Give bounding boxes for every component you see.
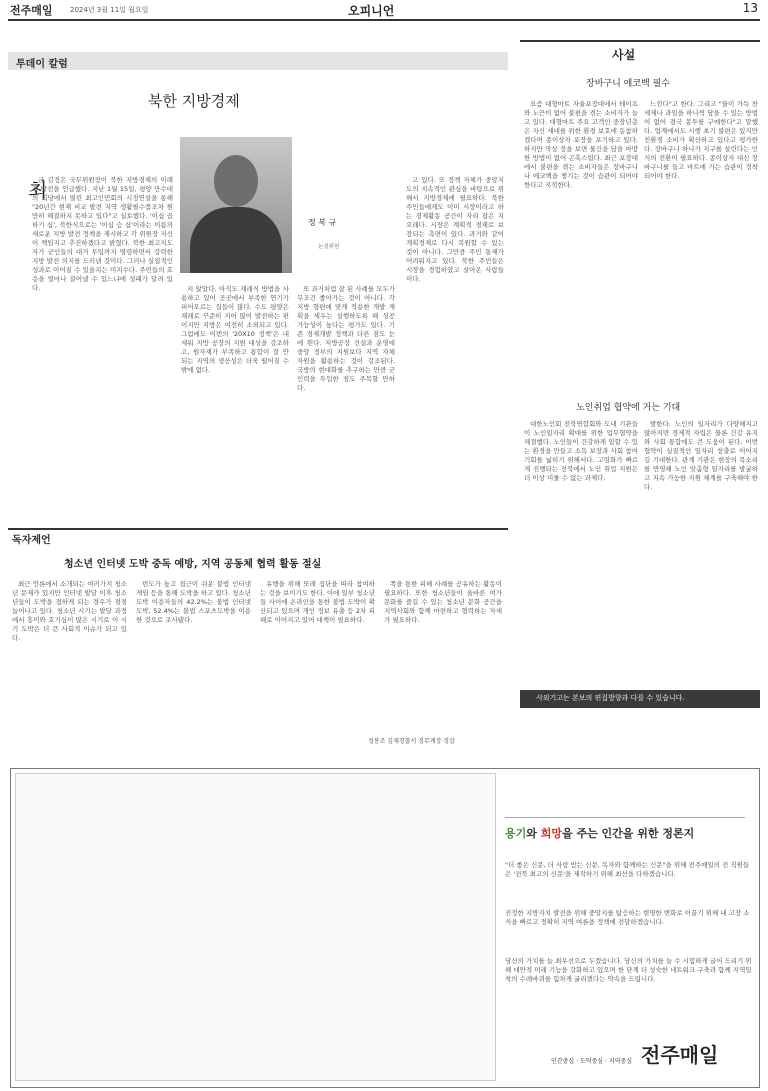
- editorial-text-1: [524, 100, 638, 340]
- author-photo-body: [190, 207, 282, 273]
- reader-text-3: [260, 580, 375, 748]
- paragraph: 근 김정은 국무위원장이 북한 지방경제의 이례적 발전을 언급했다. 지난 1월 15일, 평양 만수대의 회당에서 열린 최고인민회의 시정연설을 통해 "20년간 현재 비교 발전 지역 생활필수품조차 원만히 해결하지 못하고 있다"고 실토했다. '이십 곱하기 십', 북한식으로는 '이십 승 십'이라는 이름의 새로운 지방 발전 정책을 제시하고 각 위원장 자신이 책임지고 추진하겠다고 밝혔다. 북한 최고지도자가 군인들의 대거 투입까지 명령하면서 강력한 지방 발전 의지를 드러낸 것이다. 그러나 실질적인 성과로 이어질 수 있을지는 미지수다. 주민들의 호응을 얼마나 끌어낼 수 있느냐에 성패가 달려 있다.: [32, 176, 173, 292]
- ad-headline-mid: 와: [526, 827, 541, 840]
- paragraph: 지 않았다. 아직도 재래식 방법을 사용하고 있어 곳곳에서 부족한 연기가 피어오르는 집들이 많다. 수도 평양은 재래로 꾸준히 지어 많이 발전하는 편이지만 지방은 여전히 소외되고 있다. 그럼에도 이번의 '20X10 정책'은 내세워 지방 공장의 지원 대상을 강조하고, 원자재가 부족하고 통합이 잘 안 되는 지역의 생산성은 더욱 떨어질 수밖에 없다.: [181, 285, 289, 374]
- editorial-column: [520, 40, 760, 752]
- paragraph: 요즘 대형마트 자율포장대에서 테이프와 노끈이 없어 불편을 겪는 소비자가 늘고 있다. 대형마트 주요 고객인 중장년층은 자신 세대를 위한 환경 보호에 동참하겠다며 종이상자 포장을 포기하고 있다. 하지만 막상 장을 보면 물건을 담을 마땅한 방법이 없어 곤혹스럽다. 최근 포장대에서 불편을 겪는 소비자들은 장바구니나 에코백을 챙기는 것이 습관이 되어야 한다고 지적한다.: [524, 100, 638, 189]
- reader-column: [8, 528, 508, 750]
- section-title: 오피니언: [348, 4, 395, 18]
- today-column-text-4: [406, 176, 504, 548]
- reader-column-label: 독자제언: [12, 535, 51, 546]
- editorial-text-3: [524, 420, 638, 678]
- paragraph: 쪽을 통한 피해 사례를 공유하는 활동이 필요하다. 또한 청소년들이 올바른 여가 문화를 즐길 수 있는 청소년 문화 공간을 지역사회와 함께 마련하고 협력하는 자세가 필요하다.: [384, 580, 502, 624]
- top-rule: [8, 19, 760, 21]
- ad-paragraph-2: 진정한 지방자치 발전을 위해 중앙지를 탐승하는 현명한 변화로 이끌기 위해 내 고장 소식을 빠르고 정확히 지역 여론을 정책에 전달하겠습니다.: [505, 909, 750, 926]
- today-column-header: [8, 52, 508, 70]
- ad-headline-green: 용기: [505, 827, 527, 840]
- today-column: [8, 52, 508, 507]
- author-name: 정 복 규: [308, 218, 337, 227]
- reader-text-4: [384, 580, 502, 736]
- editorial-disclaimer: [520, 690, 760, 708]
- ad-image-area: [15, 773, 496, 1081]
- editorial-title-2: 노인취업 협약에 거는 기대: [576, 403, 681, 413]
- ad-logo: 전주매일: [641, 1043, 719, 1067]
- ad-tagline: 인간중심 · 도덕중심 · 지역중심: [551, 1058, 632, 1065]
- author-photo: [180, 137, 292, 273]
- paragraph: 고 있다. 또 정책 자체가 중앙지도의 지속적인 관심을 바탕으로 위해서 지방경제에 필요하다. 북한 주민들에게도 이미 시장이라고 하는 경제활동 공간이 자리 잡은 지 오래다. 시장은 계획적 경제로 보장되는 측면이 있다. 과거와 같이 계획경제로 다시 복원할 수 있는 것이 아니다. 그만큼 주민 통제가 어려워지고 있다. 북한 주민들은 시장을 경험하였고 살아온 사람들이다.: [406, 176, 504, 283]
- paragraph: 빈도가 높고 접근이 쉬운 불법 인터넷 게임 등을 통해 도박을 하고 있다. 청소년 도박 이용자들의 42.2%는 불법 인터넷 도박, 52.4%는 불법 스포츠도박을 이용한 것으로 조사됐다.: [136, 580, 251, 624]
- ad-headline: [505, 825, 694, 841]
- page-number: 13: [742, 1, 758, 15]
- reader-column-header: [8, 528, 508, 545]
- today-column-title: 북한 지방경제: [148, 92, 240, 110]
- today-column-text-3: [297, 285, 395, 547]
- editorial-text-4: [644, 420, 758, 678]
- reader-text-1: [12, 580, 127, 748]
- ad-divider: [505, 817, 745, 818]
- paragraph: 유행을 위해 또래 집단을 따라 참여하는 것을 보이기도 한다. 이에 일부 청소년들 사이에 온라인을 통한 불법 도박이 확산되고 있으며 개인 정보 유출 등 2차 피해로 이어지고 있어 대책이 필요하다.: [260, 580, 375, 624]
- reader-signature: 정봉조 김제경찰서 경무계장 경감: [368, 738, 455, 745]
- editorial-label: 사설: [612, 48, 636, 62]
- house-ad: [10, 768, 760, 1088]
- ad-headline-rest: 을 주는 인간을 위한 정론지: [562, 827, 695, 840]
- paragraph: 또 과거처럼 잘 된 사례를 모두가 무조건 좋아가는 것이 아니다. 각 지방 형편에 맞게 적용한 개발 계획을 세우는 실행하도록 해 성공 가능성이 높다는 평가도 있다. 기존 경제개발 정책과 다른 점도 눈에 띈다. 지방공장 건설과 운영에 중앙 정부의 지원보다 지역 자체 자원을 활용하는 것이 강조된다. 국방의 현대화를 추구하는 만큼 군 인력을 투입한 점도 주목할 만하다.: [297, 285, 395, 392]
- today-column-label: 투데이 칼럼: [16, 59, 68, 70]
- masthead: [8, 0, 760, 18]
- author-role: 논설위원: [318, 244, 340, 250]
- dropcap: 최: [28, 178, 48, 202]
- editorial-text-2: [644, 100, 758, 340]
- masthead-date: 2024년 3월 11일 월요일: [70, 6, 149, 14]
- editorial-title-1: 장바구니 에코백 필수: [586, 79, 670, 89]
- author-photo-head: [214, 155, 258, 207]
- disclaimer-text: 사외기고는 본보의 편집방향과 다를 수 있습니다.: [536, 694, 685, 702]
- today-column-text-1: [32, 176, 173, 556]
- reader-column-title: 청소년 인터넷 도박 중독 예방, 지역 공동체 협력 활동 절실: [64, 559, 322, 570]
- masthead-logo: 전주매일: [10, 4, 53, 17]
- paragraph: 발한다. 노인의 일자리가 다양해지고 많아지면 경제적 자립은 물론 건강 유지와 사회 통합에도 큰 도움이 된다. 이번 협약이 실질적인 일자리 창출로 이어지길 기대한다. 관계 기관은 현장의 목소리를 반영해 노인 맞춤형 일자리를 발굴하고 지속 가능한 지원 체계를 구축해야 한다.: [644, 420, 758, 491]
- today-column-text-2: [181, 285, 289, 547]
- editorial-header: [520, 40, 760, 62]
- paragraph: 최근 언론에서 소개되는 여러가지 청소년 문제가 있지만 인터넷 발달 이후 청소년들이 도박을 접하게 되는 경우가 점점 늘어나고 있다. 청소년 시기는 발달 과정에서 흥미와 호기심이 많은 시기로 이 시기 도박은 더 큰 사회적 이슈가 되고 있다.: [12, 580, 127, 642]
- ad-headline-red: 희망: [540, 827, 562, 840]
- paragraph: 대한노인회 전북연합회와 도내 기관들이 노인일자리 확대를 위한 업무협약을 체결했다. 노인들이 건강하게 일할 수 있는 환경을 만들고 소득 보장과 사회 참여 기회를 넓히기 위해서다. 고령화가 빠르게 진행되는 전북에서 노인 취업 지원은 더 이상 미룰 수 없는 과제다.: [524, 420, 638, 482]
- ad-paragraph-1: "더 좋은 신문, 더 사랑 받는 신문, 독자와 함께하는 신문"을 위해 전주매일의 전 직원들은 '전북 최고의 신문'을 제작하기 위해 최선을 다하겠습니다.: [505, 861, 750, 878]
- ad-paragraph-3: 당신의 가치를 늘 최우선으로 두겠습니다. 당신의 가치를 늘 수 시험하게 굽어 드리기 위해 대안적 미래 기능을 강화하고 있으며 한 단계 더 성숙한 네트워크 구축과 함께 지역밀착의 수레바퀴를 힘차게 굴리겠다는 약속을 드립니다.: [505, 957, 752, 983]
- paragraph: 느낀다"고 한다. 그리고 "물이 가득 찬 세제나 과일을 하나씩 담을 수 있는 방법이 없어 결국 봉투를 구매한다"고 말했다. 업계에서도 시행 초기 불편은 있지만 친환경 소비가 확산하고 있다고 평가한다. 장바구니 하나가 지구를 살린다는 인식의 전환이 필요하다. 종이상자 대신 장바구니를 들고 마트에 가는 습관이 정착되어야 한다.: [644, 100, 758, 180]
- reader-text-2: [136, 580, 251, 748]
